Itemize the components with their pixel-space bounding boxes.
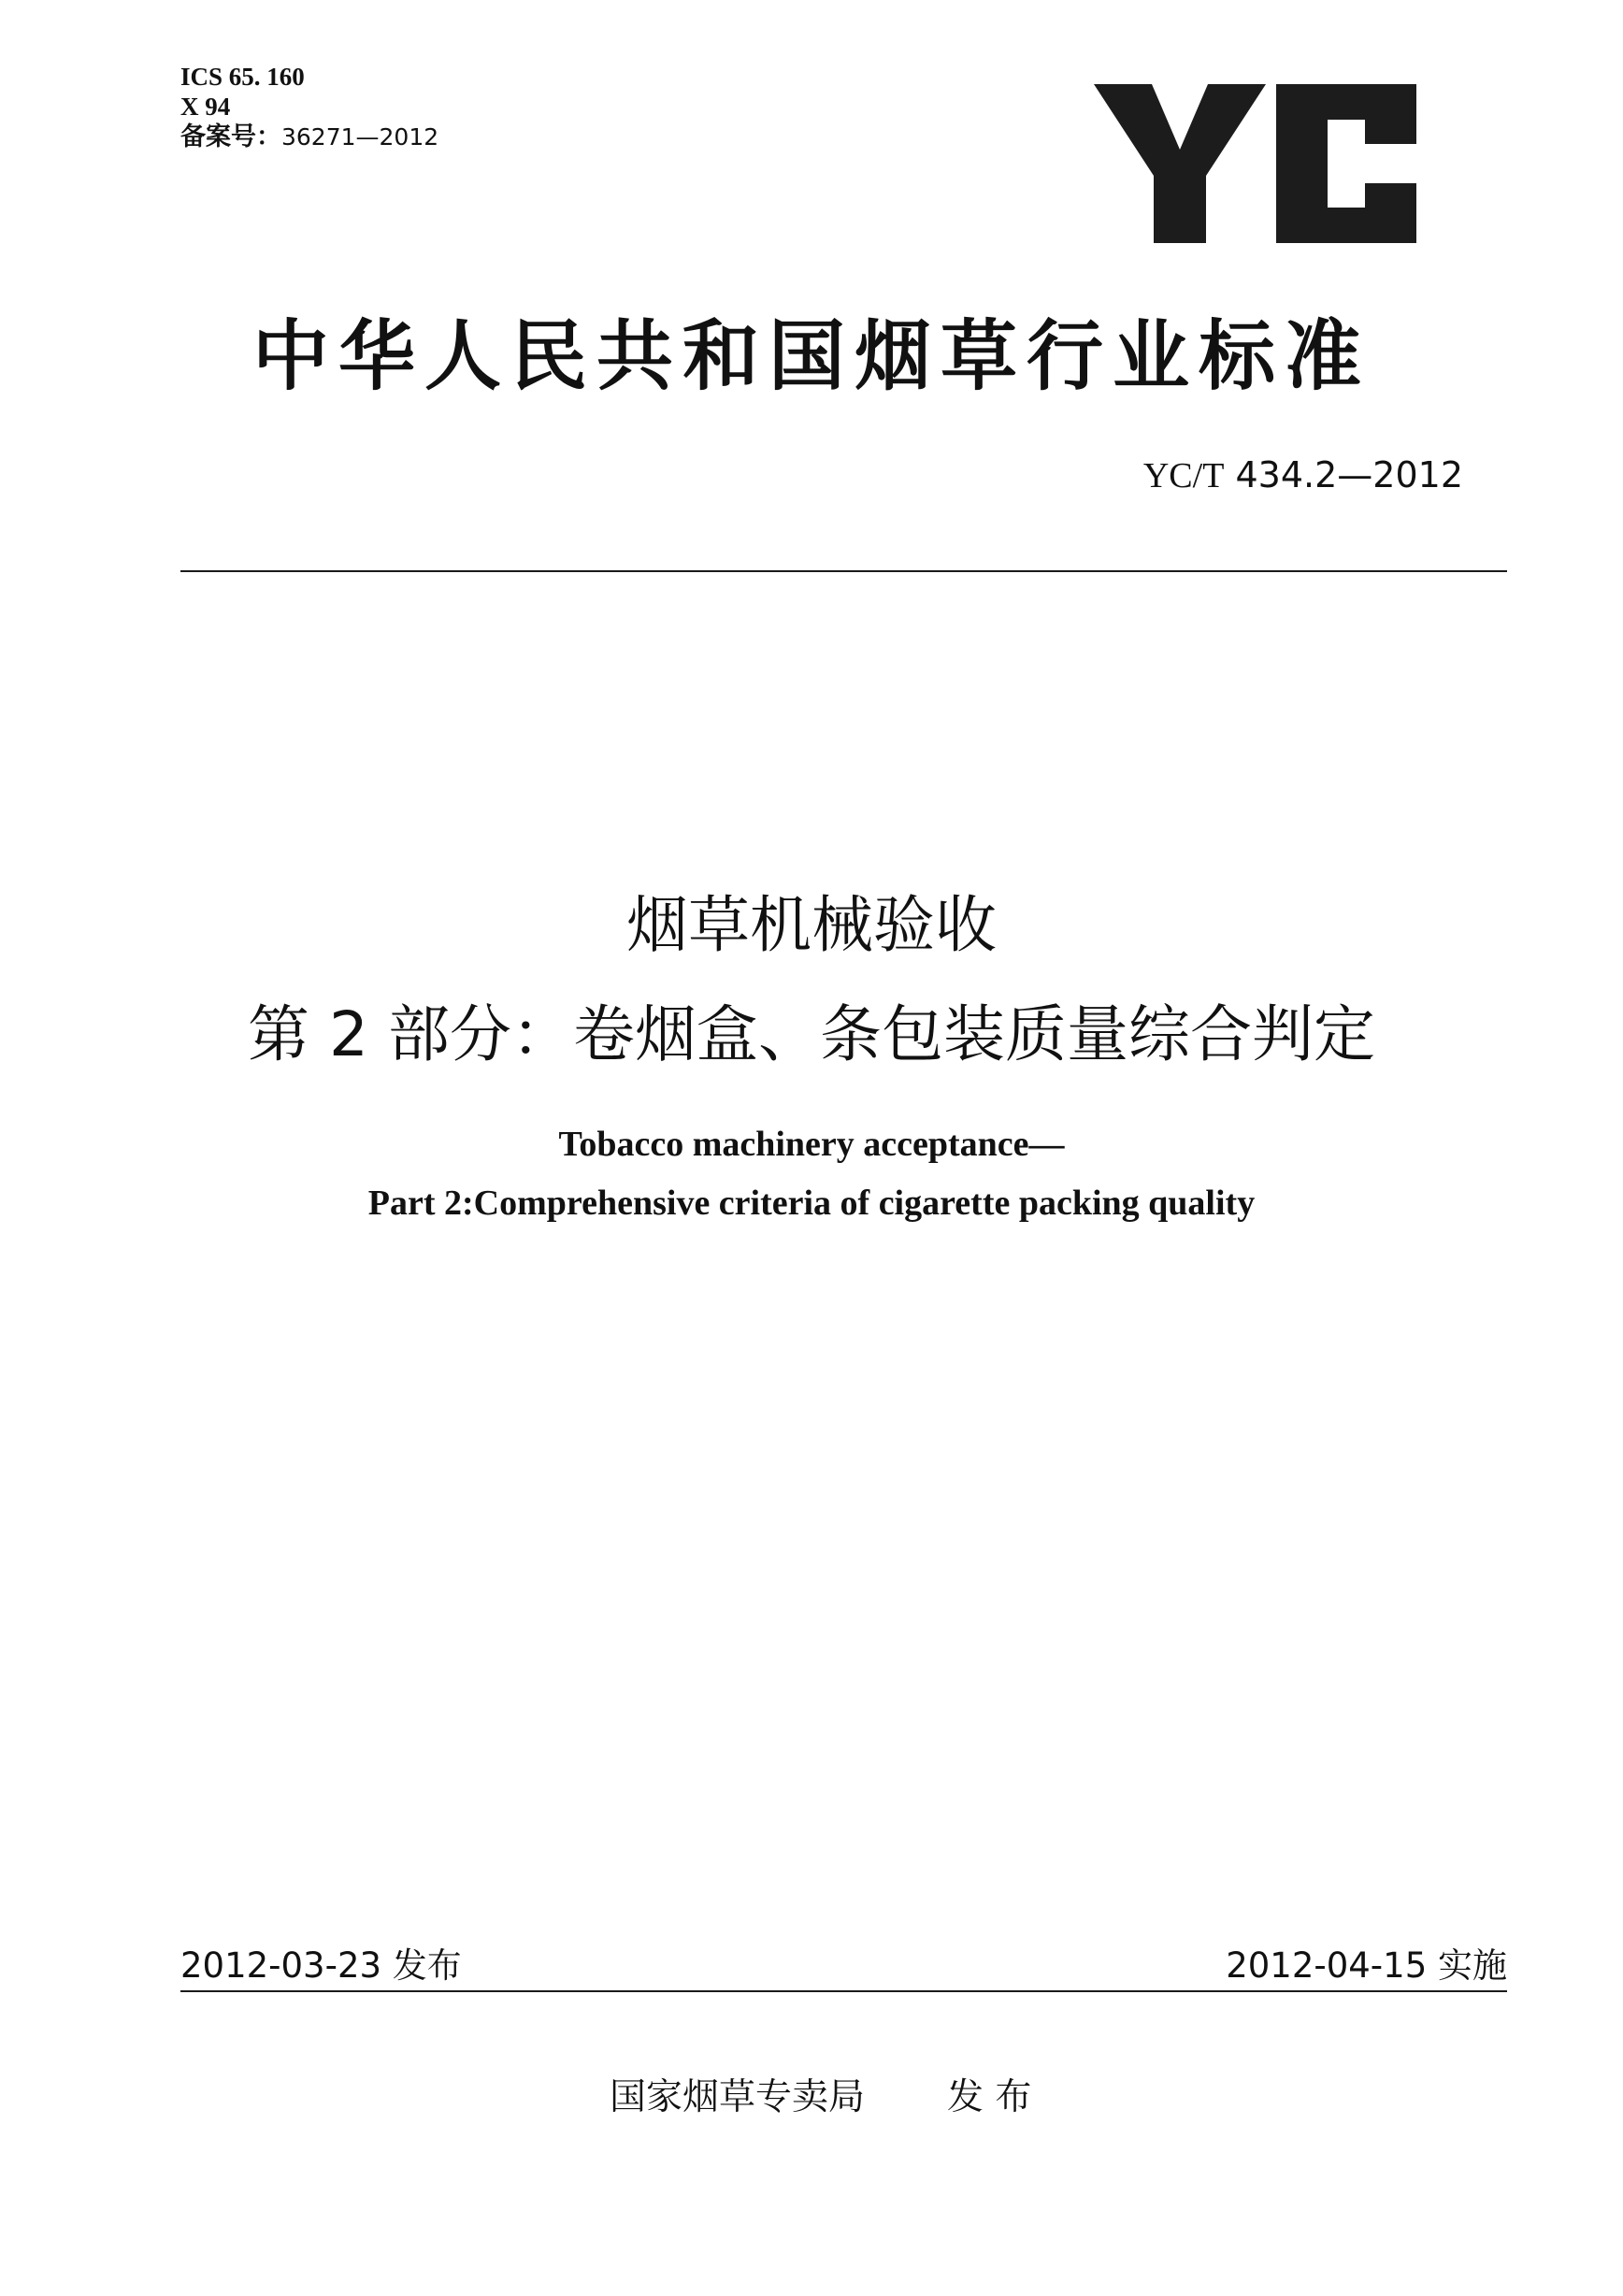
filing-number: 36271—2012 bbox=[281, 123, 439, 151]
filing-number-line bbox=[180, 122, 438, 152]
publish-date: 2012-03-23 发布 bbox=[180, 1945, 462, 1986]
standard-number-prefix: YC/T bbox=[1142, 456, 1225, 495]
header-divider bbox=[180, 570, 1507, 572]
issuer-action: 发 布 bbox=[947, 2076, 1032, 2118]
implement-date: 2012-04-15 实施 bbox=[1226, 1945, 1507, 1986]
document-title-cn-line1: 烟草机械验收 bbox=[626, 889, 997, 961]
ics-code: ICS 65. 160 bbox=[180, 63, 305, 91]
ccs-code: X 94 bbox=[180, 93, 231, 121]
document-title-en-line2: Part 2:Comprehensive criteria of cigarette packing quality bbox=[367, 1184, 1256, 1223]
document-title-cn-line2: 第 2 部分：卷烟盒、条包装质量综合判定 bbox=[248, 998, 1375, 1070]
logo-letter-y bbox=[1094, 84, 1266, 243]
document-title-en-line1: Tobacco machinery acceptance— bbox=[558, 1125, 1065, 1164]
standard-number-value: 434.2—2012 bbox=[1235, 454, 1463, 495]
issuer-line bbox=[610, 2068, 1031, 2120]
standard-number bbox=[1143, 454, 1463, 496]
issuer-name: 国家烟草专卖局 bbox=[610, 2076, 866, 2118]
logo-letter-c bbox=[1276, 84, 1416, 243]
footer-divider bbox=[180, 1990, 1507, 1992]
classification-block bbox=[180, 62, 438, 152]
standard-category-title: 中华人民共和国烟草行业标准 bbox=[251, 312, 1371, 401]
filing-label: 备案号： bbox=[180, 122, 281, 151]
yc-logo bbox=[1094, 84, 1416, 243]
